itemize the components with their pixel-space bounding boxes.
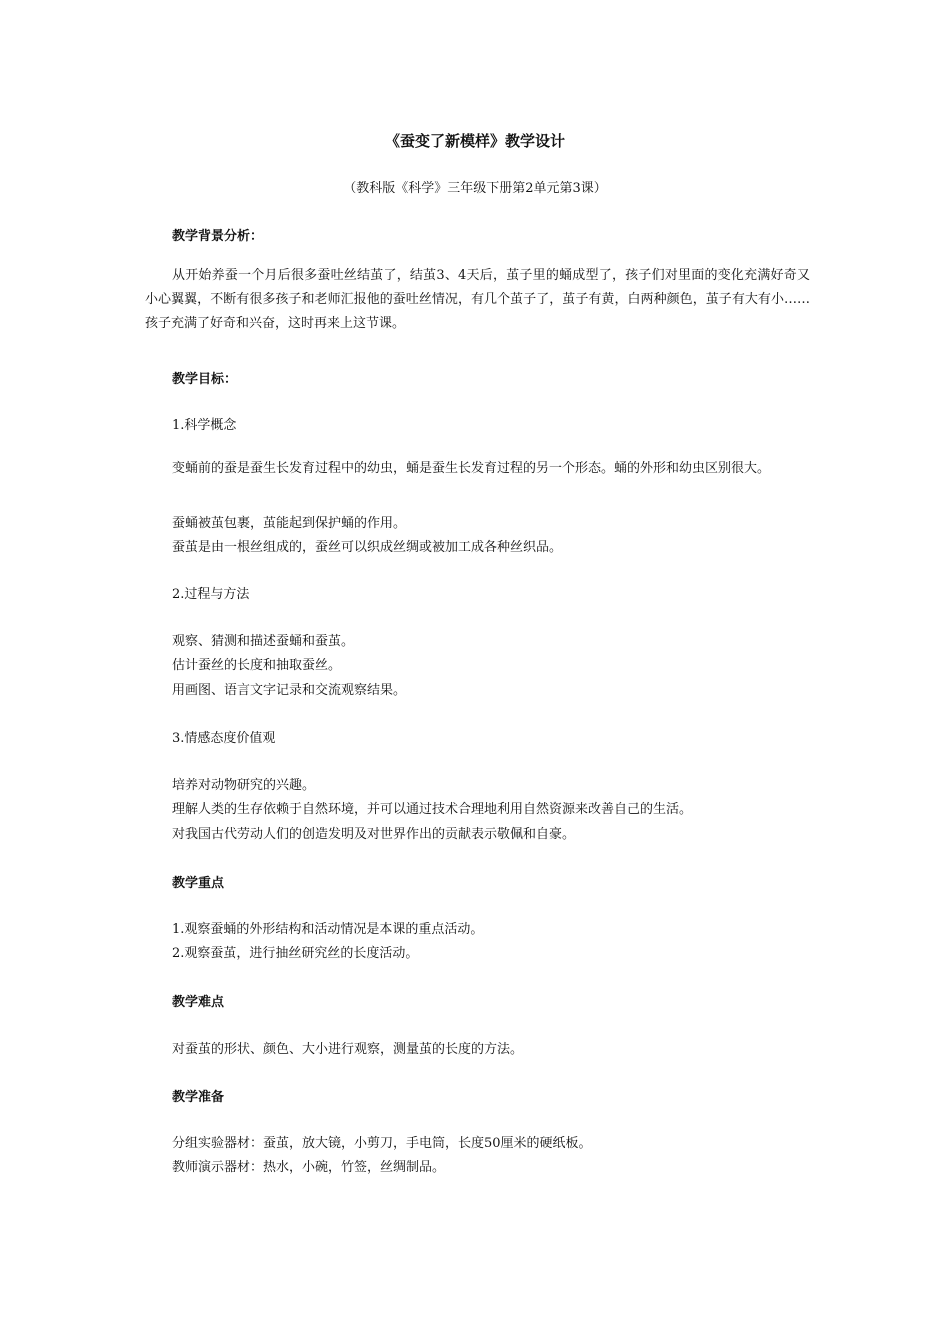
process-line: 用画图、语言文字记录和交流观察结果。 [172, 683, 407, 698]
key-points-heading: 教学重点 [172, 876, 225, 891]
difficulties-line: 对蚕茧的形状、颜色、大小进行观察，测量茧的长度的方法。 [172, 1042, 524, 1057]
background-heading: 教学背景分析： [172, 229, 264, 244]
background-paragraph: 从开始养蚕一个月后很多蚕吐丝结茧了，结茧3、4天后，茧子里的蛹成型了，孩子们对里面的变化充满好奇又小心翼翼，不断有很多孩子和老师汇报他的蚕吐丝情况，有几个茧子了，茧子有黄，白两种颜色，茧子有大有小……孩子充满了好奇和兴奋，这时再来上这节课。 [145, 268, 810, 331]
concept-line: 蚕茧是由一根丝组成的，蚕丝可以织成丝绸或被加工成各种丝织品。 [172, 540, 563, 555]
key-point-line: 1.观察蚕蛹的外形结构和活动情况是本课的重点活动。 [172, 922, 484, 937]
concept-title: 1.科学概念 [172, 418, 237, 433]
process-title: 2.过程与方法 [172, 587, 250, 602]
document-title: 《蚕变了新模样》教学设计 [384, 132, 565, 150]
emotion-line: 对我国古代劳动人们的创造发明及对世界作出的贡献表示敬佩和自豪。 [172, 827, 576, 842]
preparation-line: 教师演示器材：热水，小碗，竹签，丝绸制品。 [172, 1160, 446, 1175]
emotion-line: 理解人类的生存依赖于自然环境，并可以通过技术合理地利用自然资源来改善自己的生活。 [172, 802, 693, 817]
document-subtitle: （教科版《科学》三年级下册第2单元第3课） [343, 181, 607, 196]
preparation-heading: 教学准备 [172, 1090, 225, 1105]
difficulties-heading: 教学难点 [172, 995, 225, 1010]
preparation-line: 分组实验器材：蚕茧，放大镜，小剪刀，手电筒，长度50厘米的硬纸板。 [172, 1136, 592, 1151]
emotion-line: 培养对动物研究的兴趣。 [172, 778, 316, 793]
concept-line: 蚕蛹被茧包裹，茧能起到保护蛹的作用。 [172, 516, 407, 531]
key-point-line: 2.观察蚕茧，进行抽丝研究丝的长度活动。 [172, 946, 419, 961]
process-line: 观察、猜测和描述蚕蛹和蚕茧。 [172, 634, 355, 649]
process-line: 估计蚕丝的长度和抽取蚕丝。 [172, 658, 342, 673]
emotion-title: 3.情感态度价值观 [172, 731, 276, 746]
concept-paragraph: 变蛹前的蚕是蚕生长发育过程中的幼虫，蛹是蚕生长发育过程的另一个形态。蛹的外形和幼虫区别很大。 [172, 461, 771, 476]
goals-heading: 教学目标： [172, 372, 238, 387]
